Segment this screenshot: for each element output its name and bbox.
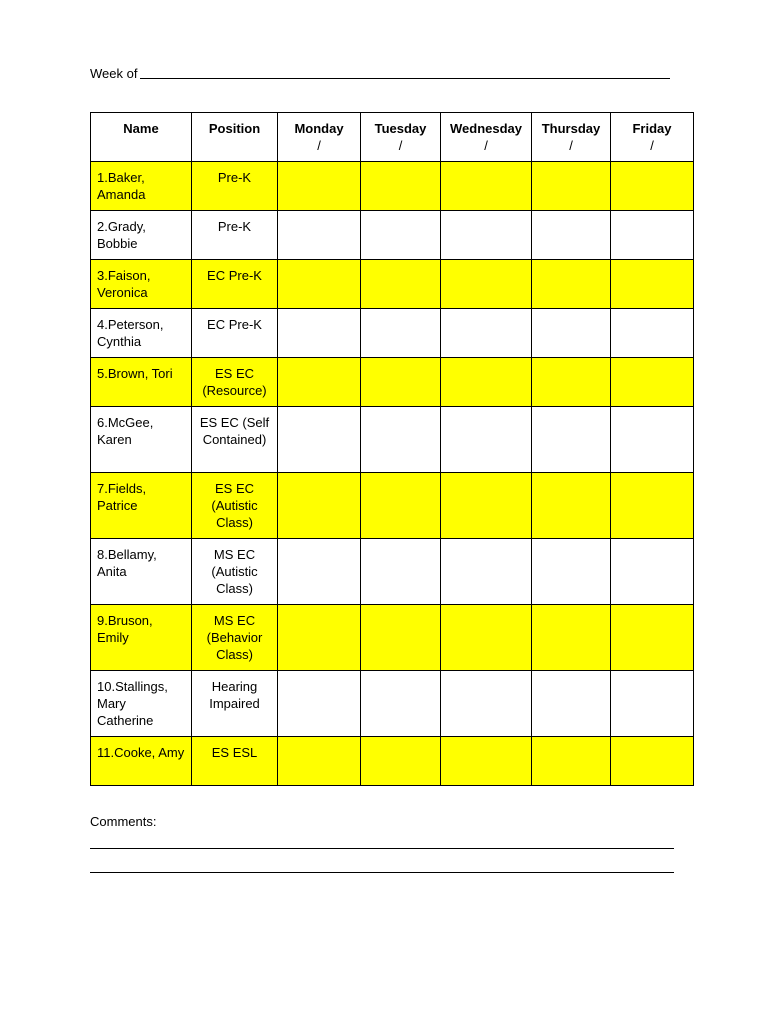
wednesday-cell[interactable] — [441, 162, 532, 211]
header-position: Position — [192, 113, 278, 162]
thursday-cell[interactable] — [532, 260, 611, 309]
friday-cell[interactable] — [611, 671, 694, 737]
friday-cell[interactable] — [611, 162, 694, 211]
friday-cell[interactable] — [611, 260, 694, 309]
position-cell: MS EC (Autistic Class) — [192, 539, 278, 605]
week-of-blank[interactable] — [140, 65, 670, 79]
wednesday-cell[interactable] — [441, 605, 532, 671]
wednesday-cell[interactable] — [441, 671, 532, 737]
friday-cell[interactable] — [611, 605, 694, 671]
table-row — [91, 539, 694, 605]
wednesday-cell[interactable] — [441, 407, 532, 473]
wednesday-cell[interactable] — [441, 211, 532, 260]
thursday-cell[interactable] — [532, 407, 611, 473]
staff-name-cell: 10.Stallings, Mary Catherine — [91, 671, 192, 737]
header-thursday: Thursday / — [532, 113, 611, 162]
thursday-cell[interactable] — [532, 473, 611, 539]
position-cell: EC Pre-K — [192, 309, 278, 358]
tuesday-cell[interactable] — [361, 605, 441, 671]
thursday-cell[interactable] — [532, 358, 611, 407]
table-row — [91, 671, 694, 737]
monday-cell[interactable] — [278, 211, 361, 260]
position-cell: Hearing Impaired — [192, 671, 278, 737]
table-row — [91, 473, 694, 539]
tuesday-cell[interactable] — [361, 473, 441, 539]
friday-cell[interactable] — [611, 211, 694, 260]
monday-cell[interactable] — [278, 473, 361, 539]
wednesday-cell[interactable] — [441, 309, 532, 358]
friday-cell[interactable] — [611, 473, 694, 539]
friday-cell[interactable] — [611, 358, 694, 407]
monday-cell[interactable] — [278, 407, 361, 473]
position-cell: ES EC (Autistic Class) — [192, 473, 278, 539]
tuesday-cell[interactable] — [361, 407, 441, 473]
staff-name-cell: 3.Faison, Veronica — [91, 260, 192, 309]
friday-cell[interactable] — [611, 737, 694, 786]
tuesday-cell[interactable] — [361, 309, 441, 358]
position-cell: Pre-K — [192, 162, 278, 211]
table-row — [91, 309, 694, 358]
comments-line-2[interactable] — [90, 872, 674, 873]
monday-cell[interactable] — [278, 309, 361, 358]
thursday-cell[interactable] — [532, 539, 611, 605]
staff-name-cell: 8.Bellamy, Anita — [91, 539, 192, 605]
table-row — [91, 211, 694, 260]
wednesday-cell[interactable] — [441, 260, 532, 309]
staff-name-cell: 1.Baker, Amanda — [91, 162, 192, 211]
monday-cell[interactable] — [278, 358, 361, 407]
header-monday: Monday / — [278, 113, 361, 162]
monday-date-slash: / — [317, 138, 321, 153]
comments-line-1[interactable] — [90, 848, 674, 849]
wednesday-cell[interactable] — [441, 737, 532, 786]
header-row — [91, 113, 694, 162]
staff-name-cell: 2.Grady, Bobbie — [91, 211, 192, 260]
table-row — [91, 737, 694, 786]
header-friday: Friday / — [611, 113, 694, 162]
table-row — [91, 358, 694, 407]
staff-name-cell: 6.McGee, Karen — [91, 407, 192, 473]
staff-name-cell: 11.Cooke, Amy — [91, 737, 192, 786]
friday-cell[interactable] — [611, 407, 694, 473]
table-row — [91, 162, 694, 211]
header-name: Name — [91, 113, 192, 162]
schedule-body — [91, 162, 694, 786]
thursday-cell[interactable] — [532, 605, 611, 671]
tuesday-date-slash: / — [398, 138, 403, 153]
header-wednesday: Wednesday / — [441, 113, 532, 162]
friday-date-slash: / — [650, 138, 654, 153]
thursday-cell[interactable] — [532, 162, 611, 211]
tuesday-cell[interactable] — [361, 539, 441, 605]
wednesday-cell[interactable] — [441, 473, 532, 539]
position-cell: EC Pre-K — [192, 260, 278, 309]
tuesday-cell[interactable] — [361, 211, 441, 260]
position-cell: ES EC (Self Contained) — [192, 407, 278, 473]
tuesday-cell[interactable] — [361, 737, 441, 786]
wednesday-cell[interactable] — [441, 358, 532, 407]
monday-cell[interactable] — [278, 260, 361, 309]
position-cell: MS EC (Behavior Class) — [192, 605, 278, 671]
tuesday-cell[interactable] — [361, 162, 441, 211]
staff-name-cell: 5.Brown, Tori — [91, 358, 192, 407]
monday-cell[interactable] — [278, 162, 361, 211]
position-cell: ES ESL — [192, 737, 278, 786]
staff-name-cell: 9.Bruson, Emily — [91, 605, 192, 671]
wednesday-cell[interactable] — [441, 539, 532, 605]
tuesday-cell[interactable] — [361, 671, 441, 737]
position-cell: ES EC (Resource) — [192, 358, 278, 407]
friday-cell[interactable] — [611, 309, 694, 358]
monday-cell[interactable] — [278, 605, 361, 671]
friday-cell[interactable] — [611, 539, 694, 605]
thursday-cell[interactable] — [532, 309, 611, 358]
week-of-line — [90, 65, 670, 81]
table-row — [91, 605, 694, 671]
table-row — [91, 260, 694, 309]
thursday-date-slash: / — [569, 138, 573, 153]
staff-name-cell: 7.Fields, Patrice — [91, 473, 192, 539]
comments-label: Comments: — [90, 814, 157, 829]
week-of-label: Week of — [90, 66, 138, 81]
tuesday-cell[interactable] — [361, 358, 441, 407]
table-row — [91, 407, 694, 473]
thursday-cell[interactable] — [532, 671, 611, 737]
tuesday-cell[interactable] — [361, 260, 441, 309]
staff-name-cell: 4.Peterson, Cynthia — [91, 309, 192, 358]
schedule-table — [90, 112, 694, 786]
wednesday-date-slash: / — [484, 138, 488, 153]
header-tuesday: Tuesday / — [361, 113, 441, 162]
monday-cell[interactable] — [278, 671, 361, 737]
thursday-cell[interactable] — [532, 737, 611, 786]
monday-cell[interactable] — [278, 737, 361, 786]
thursday-cell[interactable] — [532, 211, 611, 260]
position-cell: Pre-K — [192, 211, 278, 260]
monday-cell[interactable] — [278, 539, 361, 605]
